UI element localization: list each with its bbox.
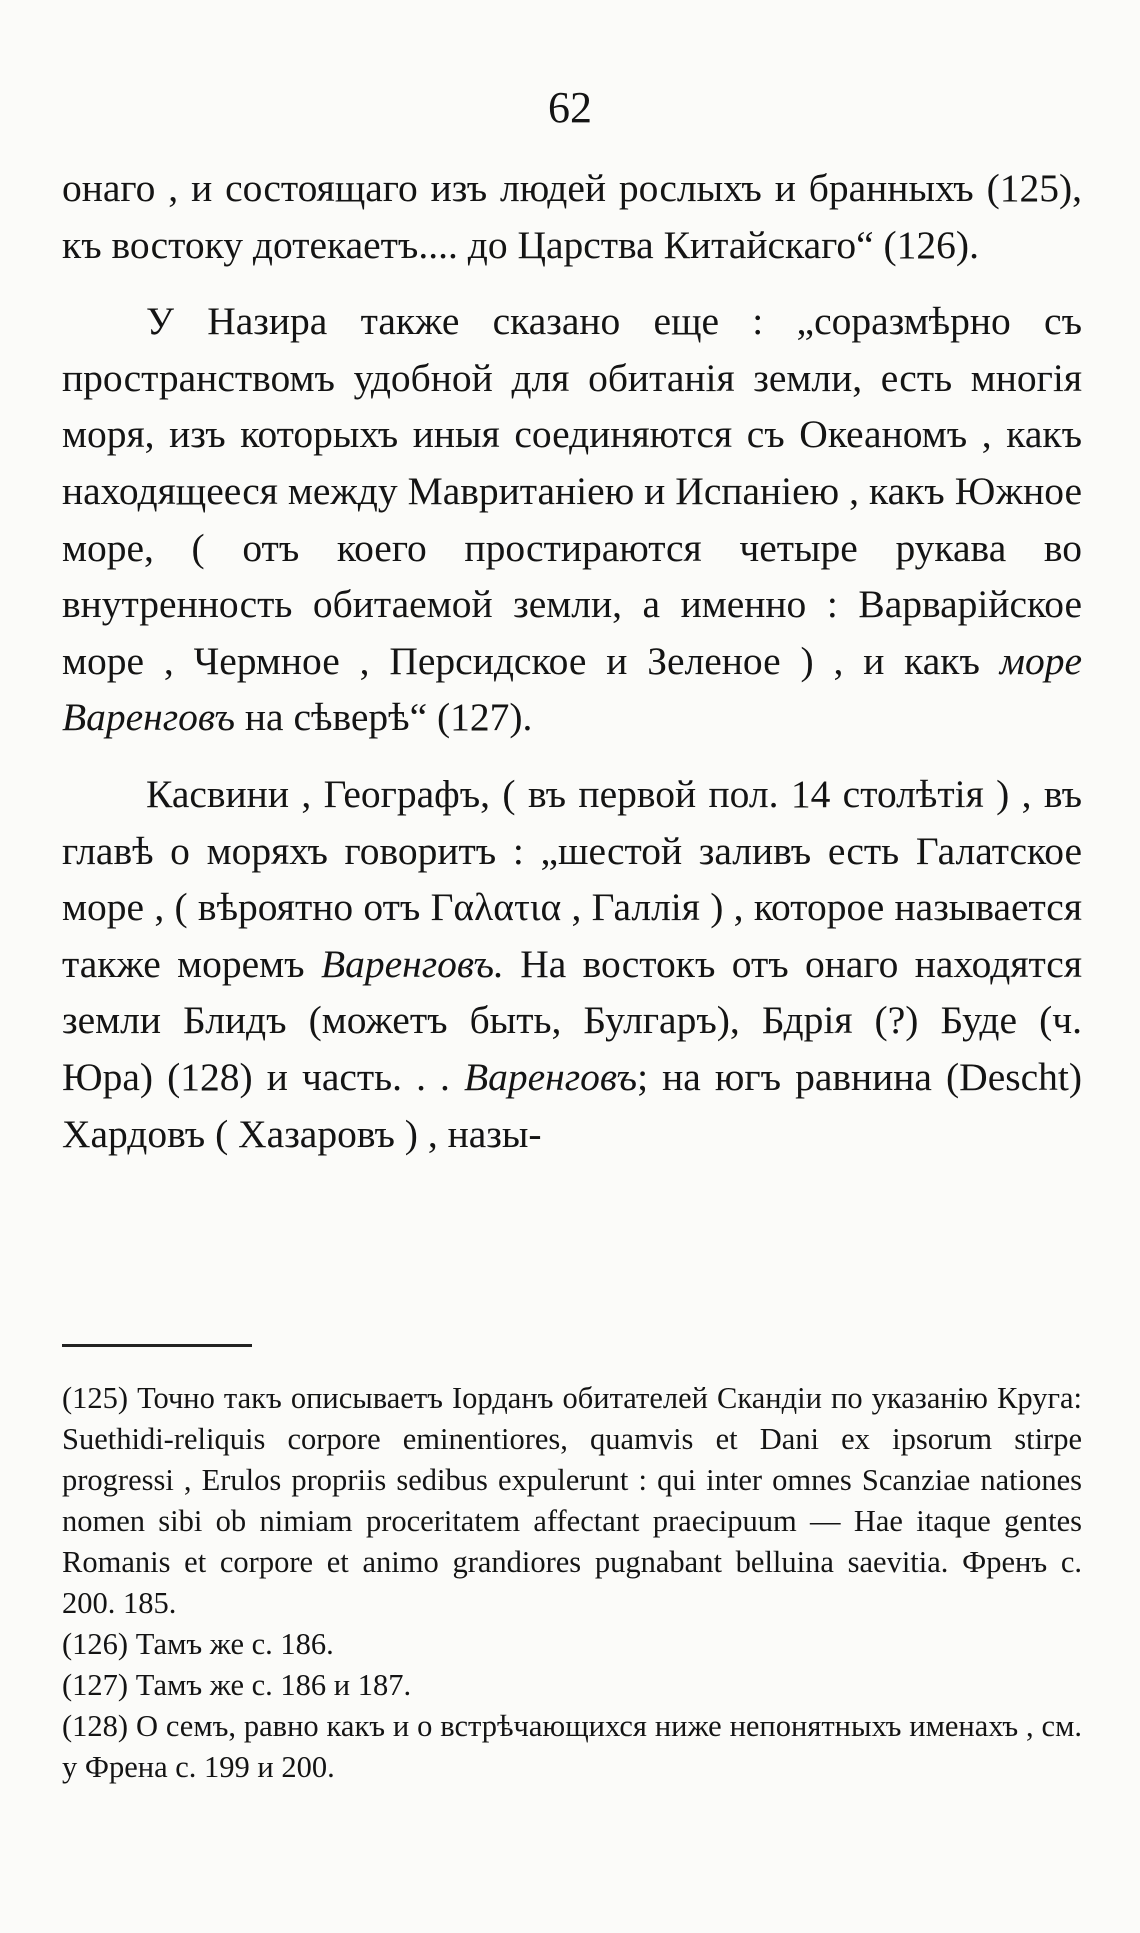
paragraph-1 bbox=[62, 160, 1082, 273]
paragraph-2-italic: море Варенговъ bbox=[62, 638, 1082, 740]
footnote-127 bbox=[62, 1665, 1082, 1706]
main-text bbox=[62, 160, 1082, 1162]
paragraph-3-text-mid: На востокъ отъ онаго находятся земли Блидъ (можетъ быть, Булгаръ), Бдрія (?) Буде (ч. Юра) (128) и часть. . . bbox=[62, 941, 1082, 1099]
footnote-125-text: (125) Точно такъ описываетъ Iорданъ обитателей Скандіи по указанію Круга: Suethidi-reliquis corpore eminentiores, quamvis et Dani ex ipsorum stirpe progressi , Erulos propriis sedibus expulerunt : qui inter omnes Scanziae nationes nomen sibi ob nimiam proceritatem affectant praecipuum — Hae itaque gentes Romanis et corpore et animo grandiores pugnabant belluina saevitia. Френъ с. 200. 185. bbox=[62, 1381, 1082, 1620]
footnotes bbox=[62, 1378, 1082, 1788]
footnote-125 bbox=[62, 1378, 1082, 1624]
footnote-127-text: (127) Тамъ же с. 186 и 187. bbox=[62, 1668, 412, 1702]
paragraph-3-italic-1: Варенговъ. bbox=[320, 941, 504, 986]
paragraph-3-text: Касвини , Географъ, ( въ первой пол. 14 столѣтія ) , въ главѣ о моряхъ говоритъ : „шестой заливъ есть Галатское море , ( вѣроятно отъ Γαλατια , Галлія ) , которое называется также моремъ bbox=[62, 771, 1082, 986]
paragraph-3-text-end: ; на югъ равнина (Descht) Хардовъ ( Хазаровъ ) , назы- bbox=[62, 1054, 1083, 1156]
paragraph-2-text: У Назира также сказано еще : „соразмѣрно съ пространствомъ удобной для обитанія земли, есть многія моря, изъ которыхъ иныя соединяются съ Океаномъ , какъ находящееся между Мавританіею и Испаніею , какъ Южное море, ( отъ коего простираются четыре рукава во внутренность обитаемой земли, а именно : Варварійское море , Чермное , Персидское и Зеленое ) , и какъ bbox=[62, 299, 1082, 683]
footnote-126-text: (126) Тамъ же с. 186. bbox=[62, 1627, 334, 1661]
footnote-128-text: (128) О семъ, равно какъ и о встрѣчающихся ниже непонятныхъ именахъ , см. у Френа с. 199 и 200. bbox=[62, 1709, 1082, 1784]
footnote-divider bbox=[62, 1344, 252, 1347]
footnote-126 bbox=[62, 1624, 1082, 1665]
paragraph-3-italic-2: Варенговъ bbox=[464, 1054, 638, 1099]
paragraph-2-text-end: на сѣверѣ“ (127). bbox=[235, 695, 533, 740]
paragraph-2 bbox=[62, 293, 1082, 746]
paragraph-1-text: онаго , и состоящаго изъ людей рослыхъ и бранныхъ (125), къ востоку дотекаетъ.... до Царства Китайскаго“ (126). bbox=[62, 166, 1082, 267]
paragraph-3 bbox=[62, 766, 1082, 1162]
page-number: 62 bbox=[548, 83, 592, 132]
footnote-128 bbox=[62, 1706, 1082, 1788]
